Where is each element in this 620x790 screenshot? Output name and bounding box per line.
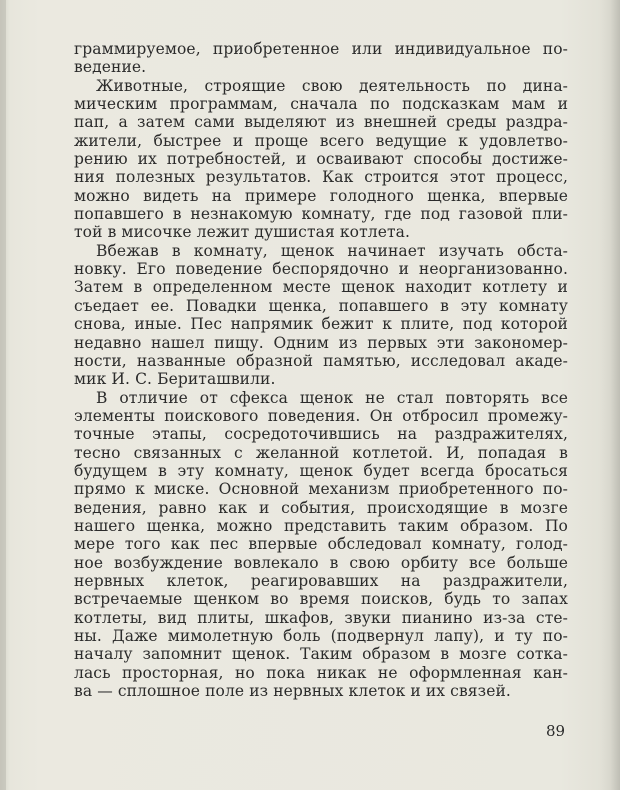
paragraph-line: граммируемое, приобретенное или индивидуальное по- [74, 40, 568, 58]
paragraph-line: началу запомнит щенок. Таким образом в мозге соткa- [74, 645, 568, 664]
paragraph-line: прямо к миске. Основной механизм приобретенного по- [74, 480, 568, 499]
paragraph-line: ведение. [74, 58, 147, 77]
paragraph-line: ны. Даже мимолетную боль (подвернул лапу), и ту по- [74, 627, 568, 645]
paragraph-line: ва — сплошное поле из нервных клеток и их связей. [74, 682, 511, 701]
paragraph-line: Затем в определенном месте щенок находит котлету и [74, 278, 568, 297]
paragraph-line: встречаемые щенком во время поисков, будь то запах [74, 590, 568, 609]
paragraph-line: ведения, равно как и события, происходящие в мозге [74, 498, 568, 517]
paragraph-line: Животные, строящие свою деятельность по дина- [96, 76, 568, 95]
paragraph-line: можно видеть на примере голодного щенка, впервые [74, 186, 568, 205]
paragraph-line: новку. Его поведение беспорядочно и неорганизованно. [74, 260, 568, 279]
paragraph-line: точные этапы, сосредоточившись на раздражителях, [74, 425, 568, 444]
paragraph-0 [74, 40, 568, 77]
paragraph-3 [74, 389, 568, 701]
paragraph-line: лась просторная, но пока никак не оформленная кан- [74, 663, 568, 682]
paragraph-line: ное возбуждение вовлекало в свою орбиту все больше [74, 553, 568, 572]
paragraph-line: ности, названные образной памятью, исследовал акаде- [74, 351, 568, 370]
paragraph-line: той в мисочке лежит душистая котлета. [74, 223, 411, 242]
paragraph-line: нашего щенка, можно представить таким образом. По [74, 516, 568, 535]
paragraph-line: съедает ее. Повадки щенка, попавшего в эту комнату [74, 296, 568, 315]
page-left-edge [0, 0, 6, 790]
paragraph-line: мическим программам, сначала по подсказкам мам и [74, 95, 568, 114]
page-number: 89 [546, 722, 566, 740]
paragraph-line: пап, а затем сами выделяют из внешней среды раздра- [74, 113, 568, 132]
paragraph-line: В отличие от сфекса щенок не стал повторять все [96, 388, 568, 407]
paragraph-line: котлеты, вид плиты, шкафов, звуки пианино из-за сте- [74, 608, 568, 627]
paragraph-line: нервных клеток, реагировавших на раздражители, [74, 571, 568, 590]
paragraph-line: жители, быстрее и проще всего ведущие к удовлетво- [74, 131, 568, 150]
paragraph-line: снова, иные. Пес напрямик бежит к плите, под которой [74, 315, 568, 334]
paragraph-line: тесно связанных с желанной котлетой. И, попадая в [74, 443, 568, 462]
page-text-block [74, 40, 568, 700]
paragraph-line: рению их потребностей, и осваивают способы достиже- [74, 150, 568, 169]
paragraph-line: мик И. С. Бериташвили. [74, 370, 276, 389]
paragraph-line: мере того как пес впервые обследовал комнату, голод- [74, 535, 568, 554]
paragraph-line: попавшего в незнакомую комнату, где под газовой пли- [74, 205, 568, 224]
paragraph-line: элементы поискового поведения. Он отбросил промежу- [74, 406, 568, 425]
paragraph-line: ния полезных результатов. Как строится этот процесс, [74, 168, 568, 187]
paragraph-line: Вбежав в комнату, щенок начинает изучать обста- [96, 241, 568, 260]
paragraph-1 [74, 77, 568, 242]
page-right-edge [610, 0, 620, 790]
paragraph-line: недавно нашел пищу. Одним из первых эти закономер- [74, 333, 568, 352]
paragraph-line: будущем в эту комнату, щенок будет всегда бросаться [74, 461, 568, 480]
paragraph-2 [74, 242, 568, 389]
